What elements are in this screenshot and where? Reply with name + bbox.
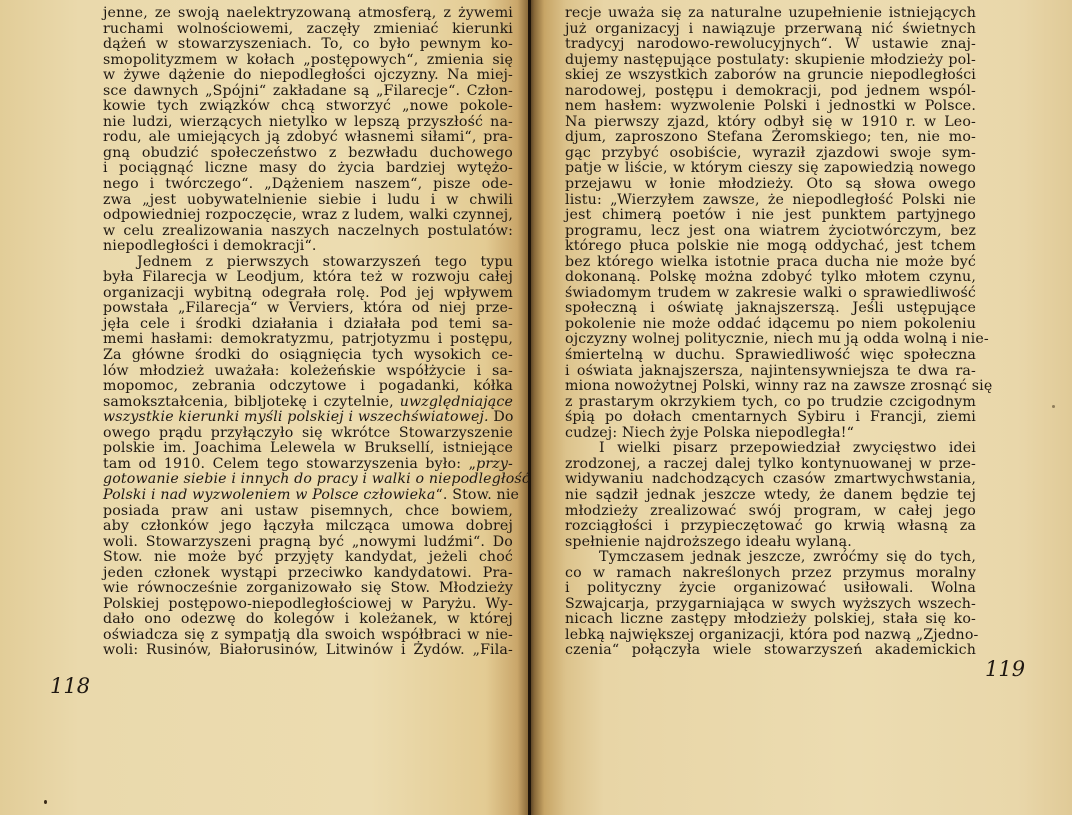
line-text: woli: Rusinów, Białorusinów, Litwinów i Żydów. „Fila- [103,642,513,659]
text-line [103,486,520,504]
text-line [103,22,513,38]
text-line [103,239,513,255]
line-text: jęła cele i środki działania i działała pod temi sa- [103,315,513,332]
line-text: powstała „Filarecja“ w Verviers, która od niej prze- [103,300,513,317]
text-line [103,130,513,146]
line-text: pokolenie nie może oddać idącemu po niem pokoleniu [565,315,976,332]
italic-text: wszystkie kierunki myśli polskiej i wszechświatowej. [103,409,489,426]
line-text: widywaniu nadchodzących czasów zmartwychwstania, [565,471,976,488]
line-text: nicach liczne zastępy młodzieży polskiej, stała się ko- [565,611,976,628]
line-text: samokształcenia, bibljotekę i czytelnie, [103,393,400,410]
line-text: jenne, ze swoją naelektryzowaną atmosferą, z żywemi [103,5,513,21]
line-text: patje w liście, w którym cieszy się zapowiedzią nowego [565,160,976,177]
text-line [565,612,976,628]
text-line [103,161,513,177]
text-line [565,331,989,348]
text-line [565,581,976,597]
line-text: w celu zrealizowania naszych naczelnych postulatów: [103,222,513,239]
text-line [565,550,976,566]
text-line [103,270,513,286]
text-line [103,193,513,209]
line-text: i polityczny życie organizować usiłowali. Wolna [565,580,976,597]
text-line [565,146,976,162]
line-text: gąc przybyć osobiście, wyraził zjazdowi swoje sym- [565,144,976,161]
text-line [103,146,513,162]
text-line [103,504,513,520]
text-line [103,471,530,488]
line-text: śmiertelną w duchu. Sprawiedliwość więc społeczna [565,347,976,364]
line-text: nego i twórczego“. „Dążeniem naszem“, pisze ode- [103,176,513,193]
text-line [103,53,513,69]
text-line [565,566,976,582]
text-line [565,535,976,551]
line-text: dążeń w stowarzyszeniach. To, co było pewnym ko- [103,36,513,53]
line-text: nie ludzi, wierzących nietylko w lepszą przyszłość na- [103,113,513,130]
line-text: organizacji wybitną odegrała rolę. Pod jej wpływem [103,284,513,301]
text-line [103,597,513,613]
line-text: zrodzonej, a raczej dalej tylko kontynuowanej w prze- [565,455,976,472]
text-line [103,457,513,473]
line-text: aby członków jego łączyła milcząca umowa dobrej [103,518,513,535]
line-text: sce dawnych „Spójni“ zakładane są „Filarecje“. Człon- [103,82,513,99]
italic-text: przy- [476,455,513,472]
text-line [103,286,513,302]
line-text: mopomoc, zebrania odczytowe i pogadanki, kółka [103,378,513,395]
line-text: lebką największej organizacji, która pod nazwą „Zjedno- [565,626,979,643]
left-page-number: 118 [50,674,91,698]
text-line [103,37,513,53]
text-line [103,317,513,333]
line-text: djum, zaproszono Stefana Żeromskiego; ten, nie mo- [565,129,976,146]
text-line [103,643,513,659]
text-line [565,224,976,240]
text-line [103,364,513,380]
line-text: jeden członek wystąpi przeciwko kandydatowi. Pra- [103,564,513,581]
text-line [565,317,976,333]
text-line [565,426,976,442]
line-text: niepodległości i demokracji“. [103,238,317,255]
italic-text: gotowanie siebie i innych do pracy i walki o niepodległość [103,471,530,488]
line-text: memi hasłami: demokratyzmu, patrjotyzmu i postępu, [103,331,513,348]
text-line [565,255,976,271]
text-line [103,441,513,457]
text-line [565,519,976,535]
text-line [103,410,513,426]
text-line [565,99,976,115]
text-line [103,332,513,348]
text-line [565,6,976,22]
text-line [565,378,993,395]
line-text: czenia“ połączyła wiele stowarzyszeń akademickich [565,642,976,659]
line-text: miona nowożytnej Polski, winny raz na zawsze zrosnąć się [565,378,993,395]
line-text: nie sądził jednak jeszcze wtedy, że danem będzie tej [565,486,976,503]
text-line [103,426,513,442]
line-text: i oświata jaknajszersza, najintensywniejsza te dwa ra- [565,362,976,379]
line-text: społeczną i oświatę jaknajszerszą. Jeśli ustępujące [565,300,976,317]
line-text: śpią po dołach cmentarnych Sybiru i Francji, ziemi [565,409,976,426]
text-line [565,643,976,659]
text-line [103,550,513,566]
line-text: polskie im. Joachima Lelewela w Bruksellí, istniejące [103,440,513,457]
line-text: Na pierwszy zjazd, który odbył się w 1910 r. w Leo- [565,113,976,130]
line-text: rozciągłości i przypieczętować go krwią własną za [565,518,976,535]
line-text: lów młodzież uważała: koleżeńskie współżycie i sa- [103,362,513,379]
line-text: młodzieży zrealizować swój program, w całej jego [565,502,976,519]
line-text: zwa „jest uobywatelnienie siebie i ludu i w chwili [103,191,513,208]
text-line [565,68,976,84]
line-text: świadomym trudem w zakresie walki o sprawiedliwość [565,284,976,301]
right-page-text [565,5,993,659]
text-line [103,581,513,597]
text-line [103,535,513,551]
line-text: ruchami wolnościowemi, zaczęły zmieniać kierunki [103,20,513,37]
text-line [565,22,976,38]
line-text: rodu, ale umiejących ją zdobyć własnemi siłami“, pra- [103,129,513,146]
text-line [103,301,513,317]
line-text: Polskiej postępowo-niepodległościowej w Paryżu. Wy- [103,595,513,612]
line-text: co w ramach nakreślonych przez przymus moralny [565,564,976,581]
line-text: Stow. nie może być przyjęty kandydat, jeżeli choć [103,549,513,566]
right-page-number: 119 [985,657,1026,681]
text-line [565,130,976,146]
text-line [565,395,976,411]
text-line [565,208,976,224]
line-text: już organizacyj i nawiązuje przerwaną nić świetnych [565,20,976,37]
text-line [565,457,976,473]
line-text: Do [488,409,514,426]
text-line [565,626,979,644]
line-text: z prastarym okrzykiem tych, co po trudzie czcigodnym [565,393,976,410]
line-text: posiada praw ani ustaw pisemnych, chce bowiem, [103,502,513,519]
line-text: “. Stow. nie [435,486,520,503]
line-text: tradycyj narodowo-rewolucyjnych“. W ustawie znaj- [565,36,976,53]
line-text: I wielki pisarz przepowiedział zwycięstwo idei [599,440,976,457]
text-line [565,239,976,255]
text-line [565,441,976,457]
line-text: przejawu w łonie młodzieży. Oto są słowa owego [565,176,976,193]
line-text: Szwajcarja, przygarniająca w swych wyższych wszech- [565,595,976,612]
line-text: cudzej: Niech żyje Polska niepodległa!“ [565,424,855,441]
text-line [565,488,976,504]
line-text: woli. Stowarzyszeni pragną być „nowymi ludźmi“. Do [103,533,513,550]
book-gutter [528,0,531,815]
italic-text: uwzględniające [399,393,513,410]
line-text: dokonaną. Polskę można zdobyć tylko młotem czynu, [565,269,976,286]
line-text: recje uważa się za naturalne uzupełnienie istniejących [565,5,976,21]
line-text: smopolityzmem w kołach „postępowych“, zmienia się [103,51,513,68]
line-text: bez którego wielka istotnie praca ducha nie może być [565,253,976,270]
line-text: jest chimerą poetów i nie jest punktem partyjnego [565,207,976,224]
line-text: skiej ze wszystkich zaborów na gruncie niepodległości [565,67,976,84]
text-line [565,53,976,69]
text-line [103,612,513,628]
text-line [103,255,513,271]
line-text: którego płuca polskie nie mogą oddychać, jest tchem [565,238,976,255]
line-text: oświadcza się z sympatją dla swoich współbraci w nie- [103,626,513,643]
line-text: Jednem z pierwszych stowarzyszeń tego typu [137,253,513,270]
text-line [103,566,513,582]
line-text: wie równocześnie zorganizowało się Stow. Młodzieży [103,580,513,597]
text-line [103,224,513,240]
text-line [565,84,976,100]
text-line [565,286,976,302]
text-line [103,177,513,193]
line-text: programu, lecz jest ona wiatrem życiotwórczym, bez [565,222,976,239]
line-text: tam od 1910. Celem tego stowarzyszenia było: „ [103,455,477,472]
line-text: gną obudzić społeczeństwo z bezwładu duchowego [103,144,513,161]
text-line [565,348,976,364]
text-line [565,504,976,520]
text-line [103,84,513,100]
text-line [565,301,976,317]
text-line [565,177,976,193]
line-text: listu: „Wierzyłem zawsze, że niepodległość Polski nie [565,191,976,208]
line-text: dujemy następujące postulaty: skupienie młodzieży pol- [565,51,976,68]
text-line [565,37,976,53]
text-line [103,6,513,22]
text-line [565,364,976,380]
line-text: Za główne środki do osiągnięcia tych wysokich ce- [103,347,513,364]
line-text: i pociągnąć liczne masy do życia bardziej wytężo- [103,160,513,177]
paper-speck [44,800,47,804]
left-page-text [103,5,530,659]
line-text: kowie tych związków chcą stworzyć „nowe pokole- [103,98,513,115]
text-line [103,519,513,535]
line-text: owego prądu przyłączyło się wkrótce Stowarzyszenie [103,424,513,441]
text-line [565,161,976,177]
paper-speck [1052,405,1055,408]
text-line [565,597,976,613]
text-line [103,115,513,131]
text-line [103,68,513,84]
line-text: nem hasłem: wyzwolenie Polski i jednostki w Polsce. [565,98,976,115]
line-text: Tymczasem jednak jeszcze, zwróćmy się do tych, [599,549,976,566]
text-line [565,472,976,488]
text-line [565,410,976,426]
italic-text: Polski i nad wyzwoleniem w Polsce człowieka [103,486,436,503]
line-text: w żywe dążenie do niepodległości ojczyzny. Na miej- [103,67,513,84]
text-line [103,208,513,224]
text-line [565,193,976,209]
text-line [103,348,513,364]
text-line [103,395,513,411]
line-text: ojczyzny wolnej politycznie, niech mu ją odda wolną i nie- [565,331,989,348]
line-text: była Filarecja w Leodjum, która też w rozwoju całej [103,269,513,286]
line-text: spełnienie najdroższego ideału wylaną. [565,533,852,550]
line-text: dało ono odezwę do kolegów i koleżanek, w której [103,611,513,628]
line-text: odpowiedniej rozpoczęcie, wraz z ludem, walki czynnej, [103,207,513,224]
text-line [103,99,513,115]
text-line [565,270,976,286]
line-text: narodowej, postępu i demokracji, pod jednem wspól- [565,82,976,99]
text-line [103,379,513,395]
